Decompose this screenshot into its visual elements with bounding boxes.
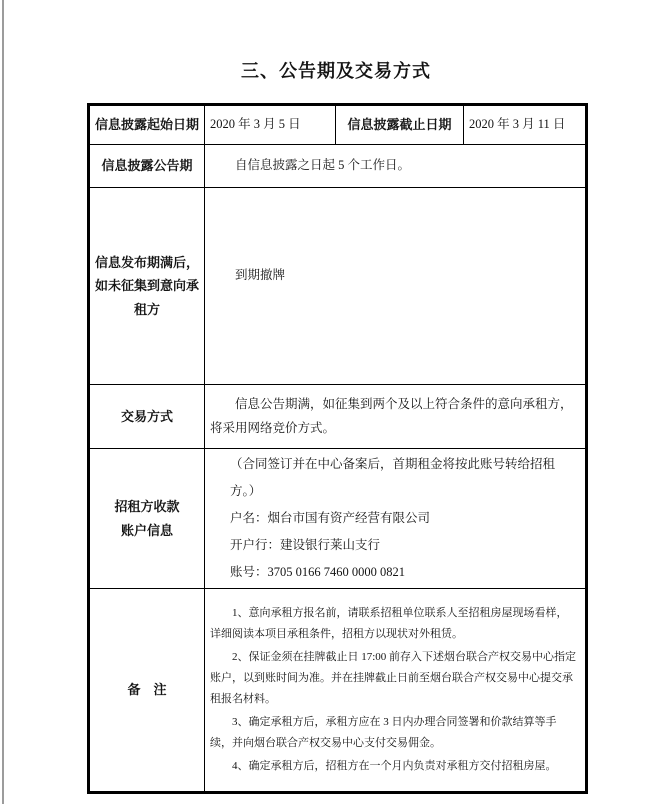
remarks-item-1: 1、意向承租方报名前，请联系招租单位联系人至招租房屋现场看样，详细阅读本项目承租条件，招租方以现状对外租赁。 (210, 607, 568, 640)
account-number: 账号：3705 0166 7460 0000 0821 (230, 565, 406, 579)
expiry-action-label-line1: 信息发布期满后， (94, 254, 199, 270)
page-title: 三、公告期及交易方式 (241, 61, 431, 81)
lessor-account-value (205, 449, 587, 589)
account-bank: 开户行：建设银行莱山支行 (230, 538, 381, 552)
remarks-item-3: 3、确定承租方后，承租方应在 3 日内办理合同签署和价款结算等手续，并向烟台联合产权交易中心支付交易佣金。 (210, 716, 557, 749)
announcement-table (87, 103, 588, 794)
remarks-item-2: 2、保证金须在挂牌截止日 17:00 前存入下述烟台联合产权交易中心指定账户，以到账时间为准。并在挂牌截止日前至烟台联合产权交易中心提交承租报名材料。 (210, 651, 577, 705)
disclosure-end-date-value: 2020 年 3 月 11 日 (464, 105, 587, 145)
expiry-action-value (205, 188, 587, 385)
table-row-expiry-action (89, 188, 587, 385)
expiry-action-label-line3: 租方 (133, 301, 160, 317)
expiry-action-label-line2: 如未征集到意向承 (94, 278, 199, 294)
remarks-value (205, 589, 587, 793)
transaction-method-text: 信息公告期满，如征集到两个及以上符合条件的意向承租方，将采用网络竞价方式。 (210, 396, 573, 435)
expiry-action-label (89, 188, 205, 385)
table-row-remarks (89, 589, 587, 793)
lessor-account-label (89, 449, 205, 589)
expiry-action-text: 到期撤牌 (235, 268, 286, 282)
lessor-account-label-line1: 招租方收款 (114, 499, 180, 515)
announcement-period-text: 自信息披露之日起 5 个工作日。 (235, 158, 411, 173)
table-row-transaction-method (89, 385, 587, 449)
remarks-label: 备 注 (89, 589, 205, 793)
remarks-list (210, 598, 580, 782)
transaction-method-value (205, 385, 587, 449)
table-row-lessor-account (89, 449, 587, 589)
announcement-period-label: 信息披露公告期 (89, 145, 205, 188)
lessor-account-details (210, 451, 580, 586)
transaction-method-label: 交易方式 (89, 385, 205, 449)
disclosure-start-date-value: 2020 年 3 月 5 日 (205, 105, 336, 145)
account-holder-name: 户名：烟台市国有资产经营有限公司 (230, 511, 431, 525)
page-edge-line (2, 0, 4, 804)
remarks-item-4: 4、确定承租方后，招租方在一个月内负责对承租方交付招租房屋。 (232, 760, 557, 772)
disclosure-start-date-label: 信息披露起始日期 (89, 105, 205, 145)
disclosure-end-date-label: 信息披露截止日期 (336, 105, 464, 145)
announcement-period-value (205, 145, 587, 188)
lessor-account-label-line2: 账户信息 (120, 522, 173, 538)
account-note: （合同签订并在中心备案后，首期租金将按此账号转给招租方。） (230, 457, 556, 498)
table-row-announcement-period (89, 145, 587, 188)
table-row-disclosure-dates (89, 105, 587, 145)
